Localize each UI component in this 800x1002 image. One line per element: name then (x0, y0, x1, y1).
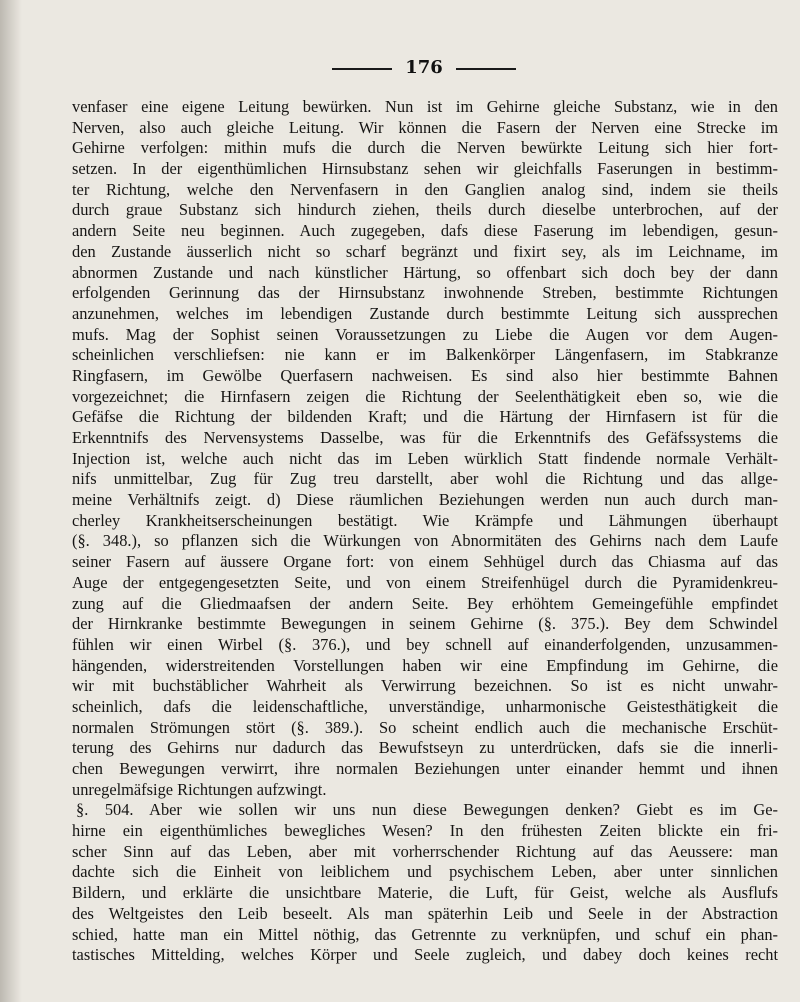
text-line: der Hirnkranke bestimmte Bewegungen in seinem Gehirne (§. 375.). Bey dem Schwindel (72, 614, 778, 634)
text-line: scheinlichen verschliefsen: nie kann er im Balkenkörper Längenfasern, im Stabkranze (72, 345, 778, 365)
text-line: mufs. Mag der Sophist seinen Voraussetzungen zu Liebe die Augen vor dem Augen- (72, 324, 778, 344)
text-line: anzunehmen, welches im lebendigen Zustande durch bestimmte Leitung sich aussprechen (72, 303, 778, 323)
text-line: chen Bewegungen verwirrt, ihre normalen Beziehungen unter einander hemmt und ihnen (72, 759, 778, 778)
text-line: Erkenntnifs des Nervensystems Dasselbe, was für die Erkenntnifs des Gefäfssystems die (72, 428, 778, 447)
header-rule-left (332, 68, 392, 70)
text-line: §. 504. Aber wie sollen wir uns nun diese Bewegungen denken? Giebt es im Ge- (76, 800, 778, 820)
body-text (72, 97, 778, 966)
text-line: erfolgenden Gerinnung das der Hirnsubstanz inwohnende Streben, bestimmte Richtungen (72, 283, 778, 303)
text-line: hirne ein eigenthümliches bewegliches Wesen? In den frühesten Zeiten blickte ein fri- (72, 821, 778, 841)
text-line: tastisches Mittelding, welches Körper und Seele zugleich, und dabey doch keines recht (72, 945, 778, 965)
page-header (0, 56, 800, 80)
text-line: andern Seite neu beginnen. Auch zugegeben, dafs diese Faserung im lebendigen, gesun- (72, 221, 778, 241)
text-line: Auge der entgegengesetzten Seite, und von einem Streifenhügel durch die Pyramidenkreu- (72, 572, 778, 592)
text-line: unregelmäfsige Richtungen aufzwingt. (72, 779, 327, 799)
text-line: zung auf die Gliedmaafsen der andern Seite. Bey erhöhtem Gemeingefühle empfindet (72, 593, 778, 613)
text-line: Gehirne verfolgen: mithin mufs die durch die Nerven bewürkte Leitung sich hier fort- (72, 138, 778, 158)
text-line: scheinlich, dafs die leidenschaftliche, unverständige, unharmonische Geistesthätigkeit die (72, 696, 778, 716)
text-line: terung des Gehirns nur dadurch das Bewufstseyn zu unterdrücken, dafs sie die innerli- (72, 738, 778, 758)
text-line: meine Verhältnifs zeigt. d) Diese räumlichen Beziehungen werden nun auch durch man- (72, 490, 778, 510)
header-rule-right (456, 68, 516, 70)
text-line: hängenden, widerstreitenden Vorstellungen haben wir eine Empfindung im Gehirne, die (72, 655, 778, 675)
text-line: Nerven, also auch gleiche Leitung. Wir können die Fasern der Nerven eine Strecke im (72, 117, 778, 137)
text-line: nifs unmittelbar, Zug für Zug treu darstellt, aber wohl die Richtung und das allge- (72, 469, 778, 489)
text-line: (§. 348.), so pflanzen sich die Würkungen von Abnormitäten des Gehirns nach dem Laufe (72, 531, 778, 551)
text-line: schied, hatte man ein Mittel nöthig, das Getrennte zu verknüpfen, und schuf ein phan- (72, 924, 778, 944)
text-line: vorgezeichnet; die Hirnfasern zeigen die Richtung der Seelenthätigkeit eben so, wie die (72, 386, 778, 406)
text-line: den Zustande äusserlich nicht so scharf begränzt und fixirt sey, als im Leichname, im (72, 241, 778, 261)
text-line: des Weltgeistes den Leib beseelt. Als man späterhin Leib und Seele in der Abstraction (72, 903, 778, 923)
page-gutter-shadow (0, 0, 22, 1002)
text-line: dachte sich die Einheit von leiblichem und psychischem Leben, aber unter sinnlichen (72, 862, 778, 882)
text-line: Gefäfse die Richtung der bildenden Kraft; und die Härtung der Hirnfasern ist für die (72, 407, 778, 427)
page-number: 176 (405, 57, 443, 78)
text-line: cherley Krankheitserscheinungen bestätigt. Wie Krämpfe und Lähmungen überhaupt (72, 510, 778, 530)
text-line: venfaser eine eigene Leitung bewürken. Nun ist im Gehirne gleiche Substanz, wie in den (72, 97, 778, 116)
text-line: fühlen wir einen Wirbel (§. 376.), und bey schnell auf einanderfolgenden, unzusammen- (72, 634, 778, 654)
text-line: abnormen Zustande und nach künstlicher Härtung, so offenbart sich doch bey der dann (72, 262, 778, 282)
text-line: Injection ist, welche auch nicht das im Leben würklich Statt findende normale Verhält- (72, 448, 778, 468)
text-line: durch graue Substanz sich hindurch ziehen, theils durch dieselbe unterbrochen, auf der (72, 200, 778, 220)
text-line: scher Sinn auf das Leben, aber mit vorherrschender Richtung auf das Aeussere: man (72, 841, 778, 861)
text-line: setzen. In der eigenthümlichen Hirnsubstanz sehen wir gleichfalls Faserungen in bestimm- (72, 159, 778, 179)
text-line: wir mit buchstäblicher Wahrheit als Verwirrung bezeichnen. So ist es nicht unwahr- (72, 676, 778, 696)
text-line: Bildern, und erklärte die unsichtbare Materie, die Luft, für Geist, welche als Ausflufs (72, 883, 778, 903)
text-line: seiner Fasern auf äussere Organe fort: von einem Sehhügel durch das Chiasma auf das (72, 552, 778, 572)
text-line: normalen Strömungen stört (§. 389.). So scheint endlich auch die mechanische Erschüt- (72, 717, 778, 737)
text-line: Ringfasern, im Gewölbe Querfasern nachweisen. Es sind also hier bestimmte Bahnen (72, 365, 778, 385)
text-line: ter Richtung, welche den Nervenfasern in den Ganglien analog sind, indem sie theils (72, 179, 778, 199)
